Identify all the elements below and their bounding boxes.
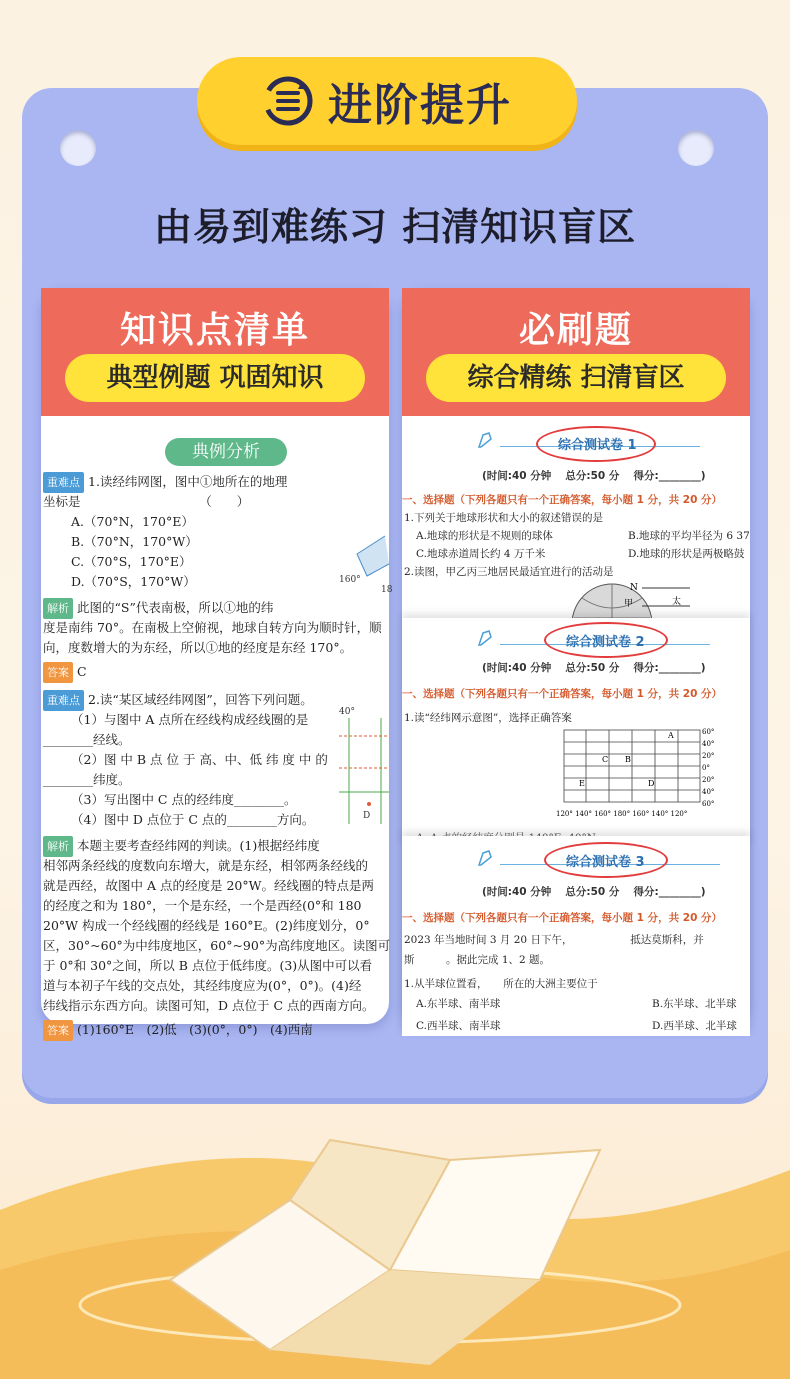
test-title: 综合测试卷 2 (566, 635, 645, 650)
pen-icon (476, 848, 496, 868)
knowledge-card (41, 288, 393, 1037)
practice-card (402, 288, 750, 1032)
option: C.西半球、南半球 (416, 1020, 501, 1032)
svg-text:0°: 0° (702, 764, 710, 772)
svg-text:E: E (579, 779, 585, 788)
analysis-tag: 解析 (43, 598, 73, 619)
question: 1.下列关于地球形状和大小的叙述错误的是 (404, 512, 604, 524)
binder-hole-left (60, 130, 96, 166)
option: A.地球的形状是不规则的球体 (416, 530, 553, 542)
question-2-line-1: （1）与图中 A 点所在经线构成经线圈的是 (71, 712, 309, 727)
test-title: 综合测试卷 1 (558, 438, 637, 453)
svg-text:N: N (630, 583, 638, 593)
option: D.西半球、北半球 (652, 1020, 737, 1032)
difficulty-tag: 重难点 (43, 690, 84, 711)
svg-text:60°: 60° (702, 728, 715, 736)
card-subtitle: 综合精练 扫清盲区 (426, 354, 726, 402)
sample-page (41, 416, 393, 1037)
pen-icon (476, 628, 496, 648)
option-c: C.（70°S，170°E） (71, 554, 192, 569)
svg-text:20°: 20° (702, 776, 715, 784)
test-paper-1 (402, 416, 750, 626)
test-section: 一、选择题（下列各题只有一个正确答案，每小题 1 分，共 20 分） (402, 494, 723, 506)
question: 1.从半球位置看， 所在的大洲主要位于 (404, 978, 598, 990)
question: 2.读图，甲乙丙三地居民最适宜进行的活动是 (404, 566, 614, 578)
test-paper-3 (402, 836, 750, 1036)
option-d: D.（70°S，170°W） (71, 574, 196, 589)
polar-map-snippet (337, 534, 393, 595)
analysis-2-line-2: 相邻两条经线的度数向东增大，就是东经，相邻两条经线的 (43, 858, 369, 873)
answer-tag: 答案 (43, 1020, 73, 1041)
question-2-title: 重难点 2.读“某区域经纬网图”，回答下列问题。 (43, 690, 313, 711)
passage-line-2: 斯 。据此完成 1、2 题。 (404, 954, 551, 966)
option-a: A.（70°N，170°E） (71, 514, 194, 529)
svg-text:D: D (648, 779, 655, 788)
card-header (41, 288, 389, 416)
question-2-line-2: ________经线。 (43, 732, 131, 747)
analysis-2-line-6: 区，30°~60°为中纬度地区，60°~90°为高纬度地区。读图可 (43, 938, 391, 953)
option: A.东半球、南半球 (416, 998, 501, 1010)
question-2-line-6: （4）图中 D 点位于 C 点的________方向。 (71, 812, 315, 827)
analysis-2-line-5: 20°W 构成一个经线圈的经线是 160°E。(2)纬度划分，0° (43, 918, 370, 933)
svg-text:18: 18 (381, 585, 393, 595)
analysis-2-line-9: 纬线指示东西方向。读图可知，D 点位于 C 点的西南方向。 (43, 998, 375, 1013)
option: B.地球的平均半径为 6 37 (628, 530, 750, 542)
analysis-2-line-3: 就是西经，故图中 A 点的经度是 20°W。经线圈的特点是两 (43, 878, 374, 893)
difficulty-tag: 重难点 (43, 472, 84, 493)
question-2-line-4: ________纬度。 (43, 772, 131, 787)
question-1-line-1: 重难点 1.读经纬网图，图中①地所在的地理 (43, 472, 287, 493)
svg-text:B: B (625, 755, 631, 764)
test-meta: (时间:40 分钟 总分:50 分 得分:________) (482, 886, 706, 898)
pen-icon (476, 430, 496, 450)
answer-1: 答案 C (43, 662, 87, 683)
lat-lon-grid (552, 726, 732, 822)
card-title: 知识点清单 (119, 310, 310, 351)
option: C.地球赤道周长约 4 万千米 (416, 548, 546, 560)
test-section: 一、选择题（下列各题只有一个正确答案，每小题 1 分，共 20 分） (402, 688, 723, 700)
analysis-2-line-4: 的经度之和为 180°，一个是东经，一个是西经(0°和 180 (43, 898, 362, 913)
card-header (402, 288, 750, 416)
question-1-line-2: 坐标是 （ ） (43, 494, 250, 509)
card-subtitle: 典型例题 巩固知识 (65, 354, 365, 402)
test-meta: (时间:40 分钟 总分:50 分 得分:________) (482, 470, 706, 482)
binder-hole-right (678, 130, 714, 166)
svg-text:A: A (668, 731, 674, 740)
section-title-pill (197, 57, 577, 145)
region-grid-snippet (339, 706, 389, 826)
test-meta: (时间:40 分钟 总分:50 分 得分:________) (482, 662, 706, 674)
svg-text:60°: 60° (702, 800, 715, 808)
analysis-1-line-3: 向，度数增大的为东经，所以①地的经度是东经 170°。 (43, 640, 353, 655)
svg-text:160°: 160° (339, 575, 361, 585)
section-title: 进阶提升 (328, 80, 512, 131)
test-title: 综合测试卷 3 (566, 855, 645, 870)
progress-arrows-icon (262, 75, 314, 127)
svg-text:40°: 40° (339, 707, 355, 717)
section-banner: 典例分析 (165, 438, 287, 466)
svg-text:40°: 40° (702, 740, 715, 748)
analysis-2-line-7: 于 0°和 30°之间，所以 B 点位于低纬度。(3)从图中可以看 (43, 958, 373, 973)
svg-text:C: C (602, 755, 609, 764)
svg-text:甲: 甲 (624, 599, 634, 609)
svg-text:太: 太 (672, 597, 682, 607)
svg-text:D: D (363, 811, 371, 821)
headline: 由易到难练习 扫清知识盲区 (153, 205, 637, 249)
passage-line-1: 2023 年当地时间 3 月 20 日下午， 抵达莫斯科，并 (404, 934, 704, 946)
option: D.地球的形状是两极略鼓 (628, 548, 745, 560)
analysis-2-line-1: 解析 本题主要考查经纬网的判读。(1)根据经纬度 (43, 836, 320, 857)
question-2-line-5: （3）写出图中 C 点的经纬度________。 (71, 792, 297, 807)
svg-text:120° 140° 160° 180° 160° 140°: 120° 140° 160° 180° 160° 140° 120° (556, 810, 688, 818)
analysis-tag: 解析 (43, 836, 73, 857)
test-section: 一、选择题（下列各题只有一个正确答案，每小题 1 分，共 20 分） (402, 912, 723, 924)
test-pages (402, 416, 750, 1032)
analysis-2-line-8: 道与本初子午线的交点处，其经纬度应为(0°，0°)。(4)经 (43, 978, 362, 993)
svg-text:40°: 40° (702, 788, 715, 796)
card-title: 必刷题 (518, 310, 633, 351)
analysis-1-line-1: 解析 此图的“S”代表南极，所以①地的纬 (43, 598, 273, 619)
test-paper-2 (402, 618, 750, 846)
answer-tag: 答案 (43, 662, 73, 683)
bottom-wave-decoration (0, 1130, 790, 1379)
question: 1.读“经纬网示意图”，选择正确答案 (404, 712, 572, 724)
analysis-1-line-2: 度是南纬 70°。在南极上空俯视，地球自转方向为顺时针，顺 (43, 620, 382, 635)
option: B.东半球、北半球 (652, 998, 737, 1010)
svg-text:20°: 20° (702, 752, 715, 760)
answer-2: 答案 (1)160°E (2)低 (3)(0°，0°) (4)西南 (43, 1020, 313, 1041)
question-2-line-3: （2）图 中 B 点 位 于 高、中、低 纬 度 中 的 (71, 752, 328, 767)
option-b: B.（70°N，170°W） (71, 534, 198, 549)
